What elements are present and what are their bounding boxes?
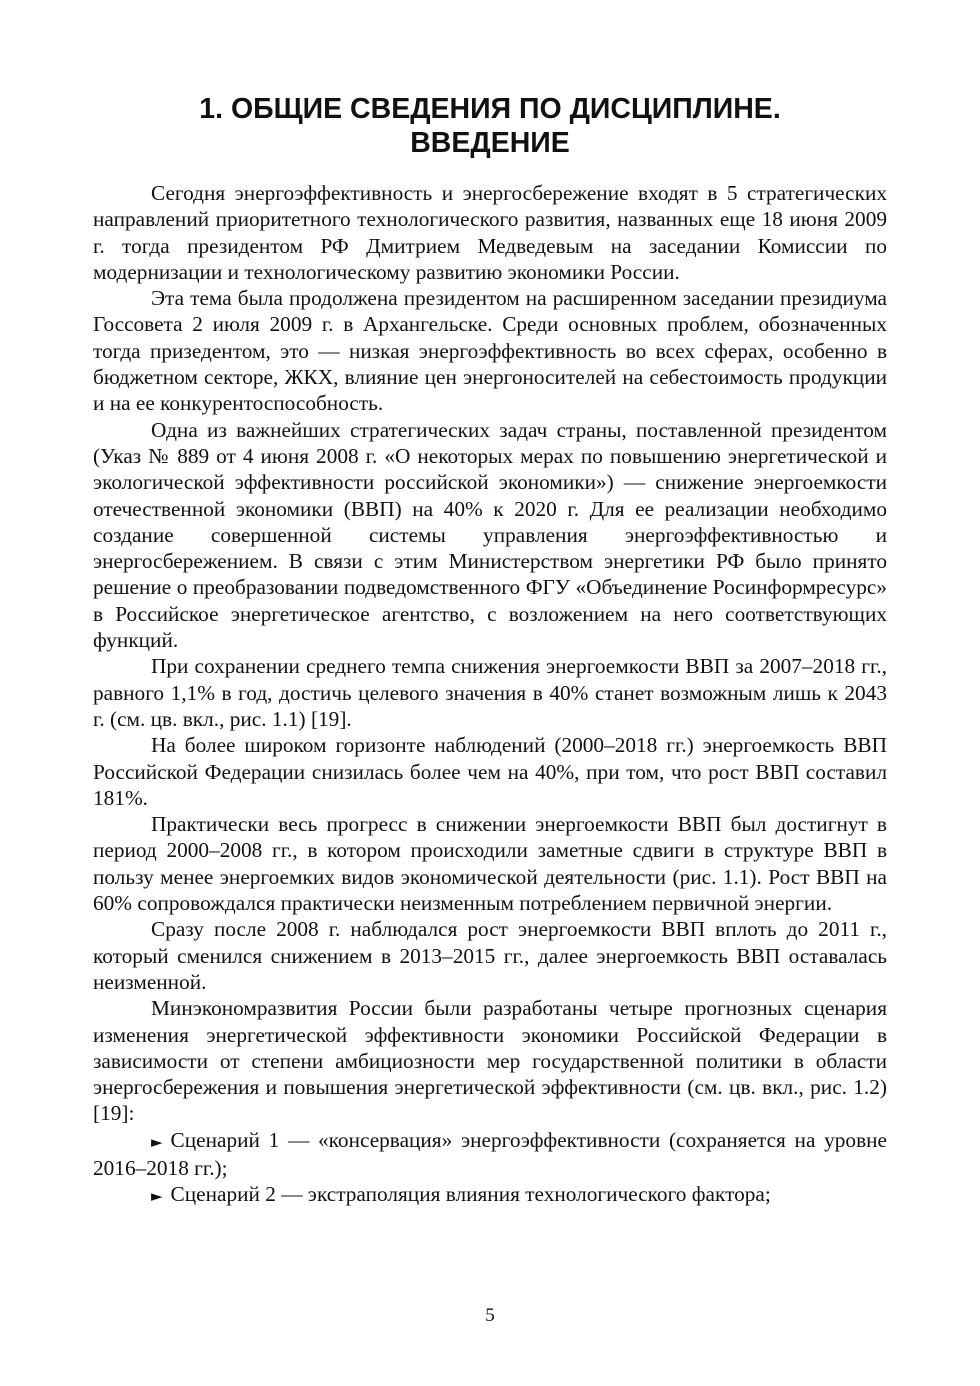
bullet-text: Сценарий 1 — «консервация» энергоэффективности (сохраняется на уровне 2016–2018 гг.); [93,1127,887,1180]
bullet-item [93,1181,887,1209]
paragraph: Минэкономразвития России были разработаны четыре прогнозных сценария изменения энергетической эффективности экономики Российской Федерации в зависимости от степени амбициозности мер государственной политики в области энергосбережения и повышения энергетической эффективности (см. цв. вкл., рис. 1.2) [19]: [93,996,887,1126]
page-title-line-2: ВВЕДЕНИЕ [410,127,570,159]
paragraph: На более широком горизонте наблюдений (2000–2018 гг.) энергоемкость ВВП Российской Федерации снизилась более чем на 40%, при том, что рост ВВП составил 181%. [93,733,887,810]
paragraph: Одна из важнейших стратегических задач страны, поставленной президентом (Указ № 889 от 4 июня 2008 г. «О некоторых мерах по повышению энергетической и экологической эффективности российской экономики») — снижение энергоемкости отечественной экономики (ВВП) на 40% к 2020 г. Для ее реализации необходимо создание совершенной системы управления энергоэффективностью и энергосбережением. В связи с этим Министерством энергетики РФ было принято решение о преобразовании подведомственного ФГУ «Объединение Росинформресурс» в Российское энергетическое агентство, с возложением на него соответствующих функций. [93,417,887,653]
triangle-bullet-icon: ► [151,1187,163,1206]
paragraph: Сразу после 2008 г. наблюдался рост энергоемкости ВВП вплоть до 2011 г., который сменился снижением в 2013–2015 гг., далее энергоемкость ВВП оставалась неизменной. [93,917,887,994]
paragraph: При сохранении среднего темпа снижения энергоемкости ВВП за 2007–2018 гг., равного 1,1% в год, достичь целевого значения в 40% станет возможным лишь к 2043 г. (см. цв. вкл., рис. 1.1) [19]. [93,654,887,731]
paragraph: Сегодня энергоэффективность и энергосбережение входят в 5 стратегических направлений приоритетного технологического развития, названных еще 18 июня 2009 г. тогда президентом РФ Дмитрием Медведевым на заседании Комиссии по модернизации и технологическому развитию экономики России. [93,181,887,284]
page-number: 5 [485,1305,495,1326]
paragraph: Практически весь прогресс в снижении энергоемкости ВВП был достигнут в период 2000–2008 гг., в котором происходили заметные сдвиги в структуре ВВП в пользу менее энергоемких видов экономической деятельности (рис. 1.1). Рост ВВП на 60% сопровождался практически неизменным потреблением первичной энергии. [93,812,887,916]
triangle-bullet-icon: ► [151,1132,163,1151]
bullet-text: Сценарий 2 — экстраполяция влияния технологического фактора; [170,1182,771,1207]
bullet-item [93,1127,887,1182]
paragraph: Эта тема была продолжена президентом на расширенном заседании президиума Госсовета 2 июля 2009 г. в Архангельске. Среди основных проблем, обозначенных тогда призедентом, это — низкая энергоэффективность во всех сферах, особенно в бюджетном секторе, ЖКХ, влияние цен энергоносителей на себестоимость продукции и на ее конкурентоспособность. [93,286,887,416]
page-title [93,92,887,160]
body-text [93,180,887,1210]
page-title-line-1: 1. ОБЩИЕ СВЕДЕНИЯ ПО ДИСЦИПЛИНЕ. [199,93,781,125]
